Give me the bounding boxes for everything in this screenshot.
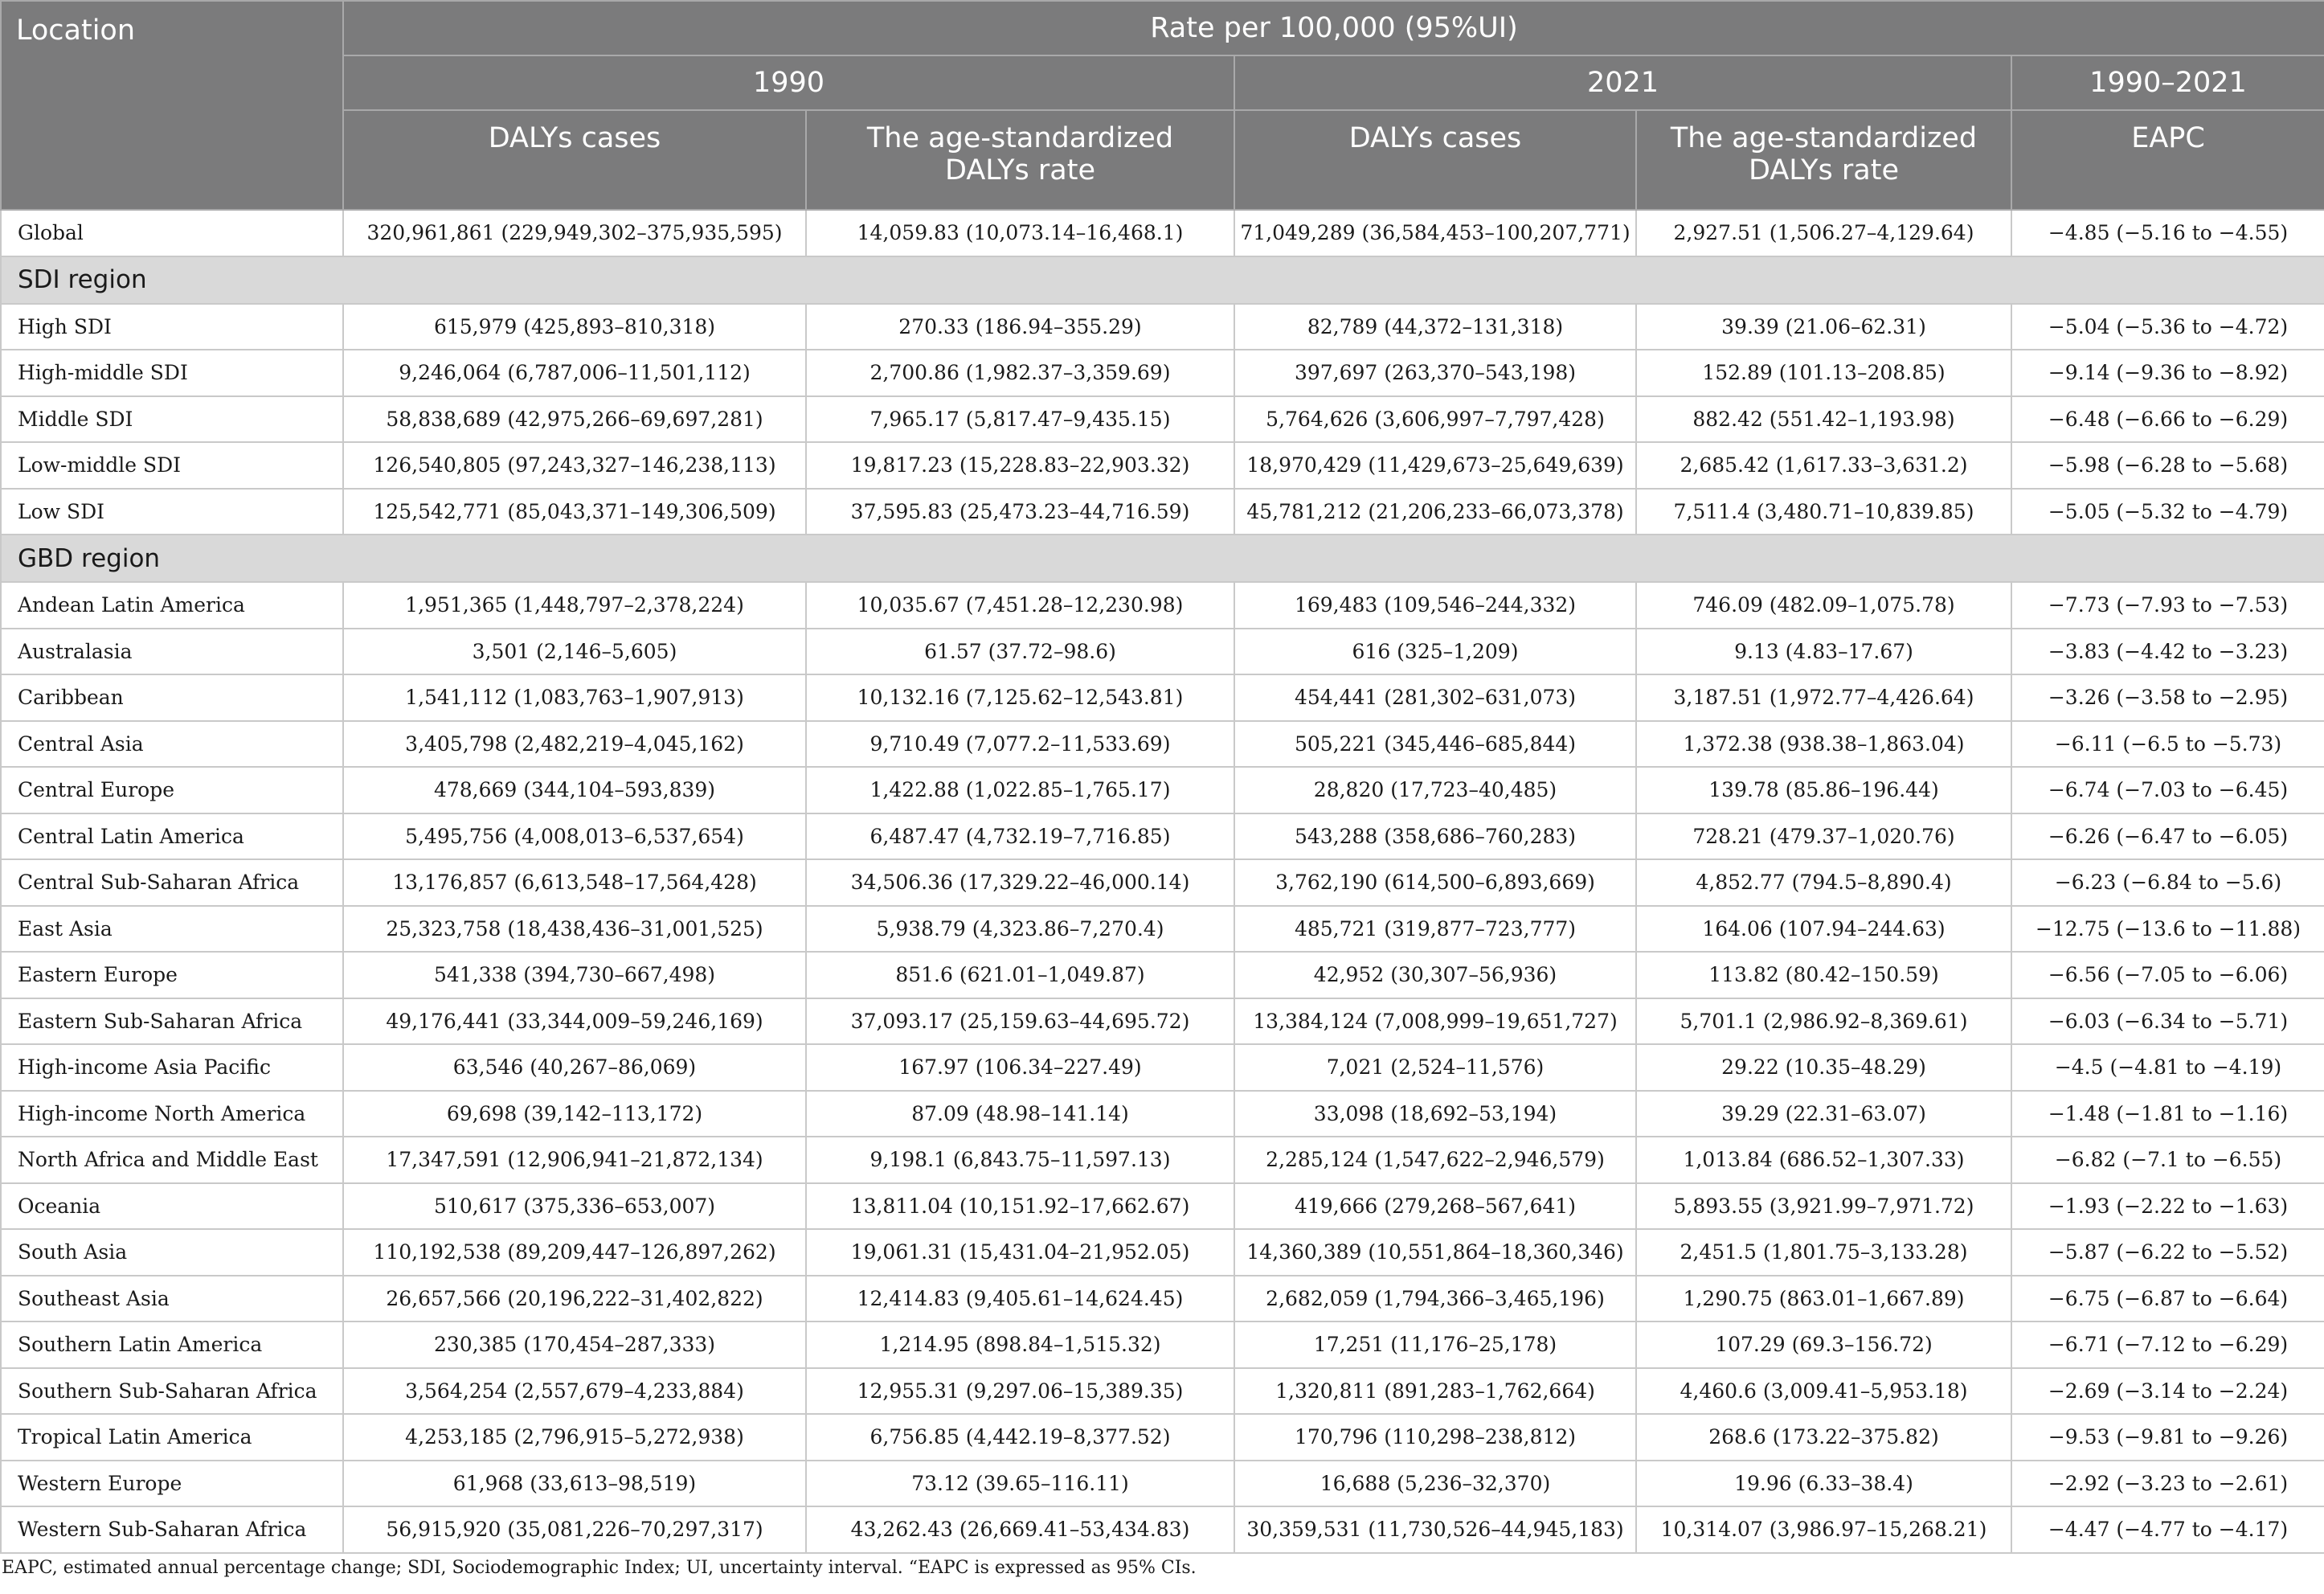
header-asr-2021 bbox=[1636, 110, 2011, 210]
cell-eapc: −1.93 (−2.22 to −1.63) bbox=[2011, 1183, 2324, 1230]
cell-eapc: −6.26 (−6.47 to −6.05) bbox=[2011, 813, 2324, 860]
cell-dalys-cases-1990: 61,968 (33,613–98,519) bbox=[343, 1461, 806, 1507]
table-header bbox=[1, 1, 2324, 210]
cell-eapc: −4.47 (−4.77 to −4.17) bbox=[2011, 1506, 2324, 1553]
cell-location: Middle SDI bbox=[1, 396, 343, 443]
header-asr-2021-line1: The age-standardized bbox=[1670, 122, 1978, 154]
cell-location: High SDI bbox=[1, 304, 343, 350]
cell-asr-2021: 164.06 (107.94–244.63) bbox=[1636, 906, 2011, 953]
cell-dalys-cases-2021: 1,320,811 (891,283–1,762,664) bbox=[1234, 1368, 1636, 1415]
header-dalys-cases-1990: DALYs cases bbox=[343, 110, 806, 210]
cell-dalys-cases-1990: 3,501 (2,146–5,605) bbox=[343, 629, 806, 675]
cell-dalys-cases-2021: 71,049,289 (36,584,453–100,207,771) bbox=[1234, 210, 1636, 256]
cell-dalys-cases-1990: 230,385 (170,454–287,333) bbox=[343, 1322, 806, 1368]
cell-location: High-income North America bbox=[1, 1091, 343, 1137]
cell-location: Southeast Asia bbox=[1, 1276, 343, 1322]
table-row bbox=[1, 859, 2324, 906]
cell-location: Andean Latin America bbox=[1, 582, 343, 629]
table-row bbox=[1, 489, 2324, 535]
cell-asr-2021: 107.29 (69.3–156.72) bbox=[1636, 1322, 2011, 1368]
cell-dalys-cases-1990: 615,979 (425,893–810,318) bbox=[343, 304, 806, 350]
cell-eapc: −6.82 (−7.1 to −6.55) bbox=[2011, 1137, 2324, 1183]
cell-dalys-cases-2021: 419,666 (279,268–567,641) bbox=[1234, 1183, 1636, 1230]
cell-dalys-cases-1990: 1,951,365 (1,448,797–2,378,224) bbox=[343, 582, 806, 629]
cell-dalys-cases-2021: 170,796 (110,298–238,812) bbox=[1234, 1414, 1636, 1461]
table-row bbox=[1, 1414, 2324, 1461]
table-body bbox=[1, 210, 2324, 1553]
header-asr-1990 bbox=[806, 110, 1234, 210]
cell-location: Central Europe bbox=[1, 767, 343, 813]
cell-eapc: −7.73 (−7.93 to −7.53) bbox=[2011, 582, 2324, 629]
cell-asr-2021: 4,460.6 (3,009.41–5,953.18) bbox=[1636, 1368, 2011, 1415]
cell-asr-2021: 10,314.07 (3,986.97–15,268.21) bbox=[1636, 1506, 2011, 1553]
cell-dalys-cases-1990: 9,246,064 (6,787,006–11,501,112) bbox=[343, 350, 806, 396]
cell-location: Southern Latin America bbox=[1, 1322, 343, 1368]
header-rate: Rate per 100,000 (95%UI) bbox=[343, 1, 2324, 55]
cell-dalys-cases-2021: 454,441 (281,302–631,073) bbox=[1234, 674, 1636, 721]
table-row bbox=[1, 1506, 2324, 1553]
cell-asr-2021: 5,893.55 (3,921.99–7,971.72) bbox=[1636, 1183, 2011, 1230]
cell-location: Low-middle SDI bbox=[1, 442, 343, 489]
header-asr-2021-line2: DALYs rate bbox=[1749, 154, 1899, 186]
cell-dalys-cases-2021: 2,285,124 (1,547,622–2,946,579) bbox=[1234, 1137, 1636, 1183]
cell-asr-2021: 7,511.4 (3,480.71–10,839.85) bbox=[1636, 489, 2011, 535]
cell-eapc: −6.23 (−6.84 to −5.6) bbox=[2011, 859, 2324, 906]
cell-asr-2021: 29.22 (10.35–48.29) bbox=[1636, 1044, 2011, 1091]
cell-dalys-cases-2021: 616 (325–1,209) bbox=[1234, 629, 1636, 675]
cell-asr-2021: 882.42 (551.42–1,193.98) bbox=[1636, 396, 2011, 443]
cell-dalys-cases-2021: 397,697 (263,370–543,198) bbox=[1234, 350, 1636, 396]
cell-asr-1990: 10,035.67 (7,451.28–12,230.98) bbox=[806, 582, 1234, 629]
cell-dalys-cases-2021: 28,820 (17,723–40,485) bbox=[1234, 767, 1636, 813]
cell-dalys-cases-1990: 49,176,441 (33,344,009–59,246,169) bbox=[343, 998, 806, 1045]
cell-dalys-cases-2021: 33,098 (18,692–53,194) bbox=[1234, 1091, 1636, 1137]
cell-asr-1990: 87.09 (48.98–141.14) bbox=[806, 1091, 1234, 1137]
cell-eapc: −9.53 (−9.81 to −9.26) bbox=[2011, 1414, 2324, 1461]
table-row bbox=[1, 767, 2324, 813]
cell-asr-1990: 6,756.85 (4,442.19–8,377.52) bbox=[806, 1414, 1234, 1461]
cell-dalys-cases-1990: 3,564,254 (2,557,679–4,233,884) bbox=[343, 1368, 806, 1415]
cell-dalys-cases-2021: 17,251 (11,176–25,178) bbox=[1234, 1322, 1636, 1368]
table-row bbox=[1, 350, 2324, 396]
cell-dalys-cases-2021: 30,359,531 (11,730,526–44,945,183) bbox=[1234, 1506, 1636, 1553]
cell-eapc: −5.05 (−5.32 to −4.79) bbox=[2011, 489, 2324, 535]
cell-location: South Asia bbox=[1, 1229, 343, 1276]
cell-dalys-cases-1990: 63,546 (40,267–86,069) bbox=[343, 1044, 806, 1091]
header-year-2021: 2021 bbox=[1234, 55, 2011, 110]
cell-dalys-cases-2021: 14,360,389 (10,551,864–18,360,346) bbox=[1234, 1229, 1636, 1276]
table-row bbox=[1, 396, 2324, 443]
cell-dalys-cases-1990: 26,657,566 (20,196,222–31,402,822) bbox=[343, 1276, 806, 1322]
cell-dalys-cases-2021: 42,952 (30,307–56,936) bbox=[1234, 952, 1636, 998]
cell-dalys-cases-2021: 16,688 (5,236–32,370) bbox=[1234, 1461, 1636, 1507]
cell-eapc: −6.71 (−7.12 to −6.29) bbox=[2011, 1322, 2324, 1368]
cell-dalys-cases-2021: 505,221 (345,446–685,844) bbox=[1234, 721, 1636, 768]
cell-eapc: −9.14 (−9.36 to −8.92) bbox=[2011, 350, 2324, 396]
cell-eapc: −4.5 (−4.81 to −4.19) bbox=[2011, 1044, 2324, 1091]
cell-asr-2021: 9.13 (4.83–17.67) bbox=[1636, 629, 2011, 675]
cell-dalys-cases-2021: 7,021 (2,524–11,576) bbox=[1234, 1044, 1636, 1091]
cell-asr-2021: 728.21 (479.37–1,020.76) bbox=[1636, 813, 2011, 860]
table-row bbox=[1, 1322, 2324, 1368]
header-eapc: EAPC bbox=[2011, 110, 2324, 210]
table-row bbox=[1, 1368, 2324, 1415]
cell-location: Central Asia bbox=[1, 721, 343, 768]
cell-location: Caribbean bbox=[1, 674, 343, 721]
section-row bbox=[1, 256, 2324, 304]
cell-asr-2021: 746.09 (482.09–1,075.78) bbox=[1636, 582, 2011, 629]
cell-location: Western Sub-Saharan Africa bbox=[1, 1506, 343, 1553]
cell-location: East Asia bbox=[1, 906, 343, 953]
cell-asr-2021: 3,187.51 (1,972.77–4,426.64) bbox=[1636, 674, 2011, 721]
cell-location: Southern Sub-Saharan Africa bbox=[1, 1368, 343, 1415]
cell-eapc: −6.03 (−6.34 to −5.71) bbox=[2011, 998, 2324, 1045]
cell-dalys-cases-1990: 13,176,857 (6,613,548–17,564,428) bbox=[343, 859, 806, 906]
cell-asr-2021: 39.29 (22.31–63.07) bbox=[1636, 1091, 2011, 1137]
cell-dalys-cases-2021: 169,483 (109,546–244,332) bbox=[1234, 582, 1636, 629]
cell-location: Western Europe bbox=[1, 1461, 343, 1507]
cell-asr-1990: 19,817.23 (15,228.83–22,903.32) bbox=[806, 442, 1234, 489]
cell-dalys-cases-2021: 5,764,626 (3,606,997–7,797,428) bbox=[1234, 396, 1636, 443]
cell-dalys-cases-1990: 510,617 (375,336–653,007) bbox=[343, 1183, 806, 1230]
cell-location: Low SDI bbox=[1, 489, 343, 535]
cell-asr-1990: 19,061.31 (15,431.04–21,952.05) bbox=[806, 1229, 1234, 1276]
cell-asr-1990: 9,710.49 (7,077.2–11,533.69) bbox=[806, 721, 1234, 768]
cell-eapc: −4.85 (−5.16 to −4.55) bbox=[2011, 210, 2324, 256]
cell-asr-1990: 37,595.83 (25,473.23–44,716.59) bbox=[806, 489, 1234, 535]
cell-asr-1990: 5,938.79 (4,323.86–7,270.4) bbox=[806, 906, 1234, 953]
table-row bbox=[1, 1461, 2324, 1507]
cell-eapc: −2.69 (−3.14 to −2.24) bbox=[2011, 1368, 2324, 1415]
table-row bbox=[1, 952, 2324, 998]
cell-location: Oceania bbox=[1, 1183, 343, 1230]
cell-asr-1990: 1,422.88 (1,022.85–1,765.17) bbox=[806, 767, 1234, 813]
cell-location: Global bbox=[1, 210, 343, 256]
cell-location: Central Latin America bbox=[1, 813, 343, 860]
table-row bbox=[1, 998, 2324, 1045]
cell-dalys-cases-1990: 17,347,591 (12,906,941–21,872,134) bbox=[343, 1137, 806, 1183]
cell-location: Eastern Sub-Saharan Africa bbox=[1, 998, 343, 1045]
cell-asr-1990: 34,506.36 (17,329.22–46,000.14) bbox=[806, 859, 1234, 906]
cell-asr-2021: 113.82 (80.42–150.59) bbox=[1636, 952, 2011, 998]
cell-dalys-cases-2021: 13,384,124 (7,008,999–19,651,727) bbox=[1234, 998, 1636, 1045]
cell-location: Tropical Latin America bbox=[1, 1414, 343, 1461]
table-row bbox=[1, 721, 2324, 768]
cell-location: Eastern Europe bbox=[1, 952, 343, 998]
cell-asr-1990: 43,262.43 (26,669.41–53,434.83) bbox=[806, 1506, 1234, 1553]
cell-asr-2021: 139.78 (85.86–196.44) bbox=[1636, 767, 2011, 813]
cell-asr-2021: 1,290.75 (863.01–1,667.89) bbox=[1636, 1276, 2011, 1322]
cell-location: High-income Asia Pacific bbox=[1, 1044, 343, 1091]
table-row bbox=[1, 304, 2324, 350]
cell-dalys-cases-1990: 126,540,805 (97,243,327–146,238,113) bbox=[343, 442, 806, 489]
cell-asr-2021: 268.6 (173.22–375.82) bbox=[1636, 1414, 2011, 1461]
table-row bbox=[1, 1229, 2324, 1276]
cell-dalys-cases-1990: 4,253,185 (2,796,915–5,272,938) bbox=[343, 1414, 806, 1461]
cell-asr-1990: 37,093.17 (25,159.63–44,695.72) bbox=[806, 998, 1234, 1045]
table-row bbox=[1, 1276, 2324, 1322]
cell-dalys-cases-2021: 18,970,429 (11,429,673–25,649,639) bbox=[1234, 442, 1636, 489]
cell-dalys-cases-2021: 3,762,190 (614,500–6,893,669) bbox=[1234, 859, 1636, 906]
table-row bbox=[1, 1091, 2324, 1137]
cell-eapc: −5.04 (−5.36 to −4.72) bbox=[2011, 304, 2324, 350]
header-year-1990: 1990 bbox=[343, 55, 1234, 110]
cell-eapc: −3.83 (−4.42 to −3.23) bbox=[2011, 629, 2324, 675]
cell-eapc: −6.75 (−6.87 to −6.64) bbox=[2011, 1276, 2324, 1322]
cell-eapc: −2.92 (−3.23 to −2.61) bbox=[2011, 1461, 2324, 1507]
header-location: Location bbox=[1, 1, 343, 210]
cell-dalys-cases-1990: 69,698 (39,142–113,172) bbox=[343, 1091, 806, 1137]
cell-asr-2021: 2,451.5 (1,801.75–3,133.28) bbox=[1636, 1229, 2011, 1276]
cell-asr-1990: 270.33 (186.94–355.29) bbox=[806, 304, 1234, 350]
table-row bbox=[1, 629, 2324, 675]
cell-asr-1990: 12,955.31 (9,297.06–15,389.35) bbox=[806, 1368, 1234, 1415]
cell-asr-2021: 2,685.42 (1,617.33–3,631.2) bbox=[1636, 442, 2011, 489]
section-label: GBD region bbox=[1, 535, 2324, 582]
cell-asr-2021: 4,852.77 (794.5–8,890.4) bbox=[1636, 859, 2011, 906]
cell-dalys-cases-1990: 25,323,758 (18,438,436–31,001,525) bbox=[343, 906, 806, 953]
cell-dalys-cases-1990: 1,541,112 (1,083,763–1,907,913) bbox=[343, 674, 806, 721]
cell-asr-1990: 2,700.86 (1,982.37–3,359.69) bbox=[806, 350, 1234, 396]
cell-dalys-cases-2021: 543,288 (358,686–760,283) bbox=[1234, 813, 1636, 860]
cell-asr-2021: 2,927.51 (1,506.27–4,129.64) bbox=[1636, 210, 2011, 256]
cell-dalys-cases-1990: 125,542,771 (85,043,371–149,306,509) bbox=[343, 489, 806, 535]
cell-asr-1990: 9,198.1 (6,843.75–11,597.13) bbox=[806, 1137, 1234, 1183]
cell-eapc: −1.48 (−1.81 to −1.16) bbox=[2011, 1091, 2324, 1137]
cell-asr-1990: 73.12 (39.65–116.11) bbox=[806, 1461, 1234, 1507]
cell-dalys-cases-1990: 541,338 (394,730–667,498) bbox=[343, 952, 806, 998]
cell-asr-1990: 13,811.04 (10,151.92–17,662.67) bbox=[806, 1183, 1234, 1230]
section-row bbox=[1, 535, 2324, 582]
cell-asr-1990: 1,214.95 (898.84–1,515.32) bbox=[806, 1322, 1234, 1368]
cell-dalys-cases-2021: 485,721 (319,877–723,777) bbox=[1234, 906, 1636, 953]
cell-eapc: −5.87 (−6.22 to −5.52) bbox=[2011, 1229, 2324, 1276]
table-row bbox=[1, 1044, 2324, 1091]
cell-location: Central Sub-Saharan Africa bbox=[1, 859, 343, 906]
cell-asr-1990: 61.57 (37.72–98.6) bbox=[806, 629, 1234, 675]
cell-asr-2021: 1,013.84 (686.52–1,307.33) bbox=[1636, 1137, 2011, 1183]
cell-dalys-cases-1990: 5,495,756 (4,008,013–6,537,654) bbox=[343, 813, 806, 860]
cell-location: High-middle SDI bbox=[1, 350, 343, 396]
cell-eapc: −5.98 (−6.28 to −5.68) bbox=[2011, 442, 2324, 489]
cell-location: North Africa and Middle East bbox=[1, 1137, 343, 1183]
section-label: SDI region bbox=[1, 256, 2324, 304]
cell-asr-1990: 167.97 (106.34–227.49) bbox=[806, 1044, 1234, 1091]
cell-dalys-cases-1990: 110,192,538 (89,209,447–126,897,262) bbox=[343, 1229, 806, 1276]
cell-eapc: −6.11 (−6.5 to −5.73) bbox=[2011, 721, 2324, 768]
cell-asr-1990: 7,965.17 (5,817.47–9,435.15) bbox=[806, 396, 1234, 443]
table-row bbox=[1, 813, 2324, 860]
cell-eapc: −6.74 (−7.03 to −6.45) bbox=[2011, 767, 2324, 813]
cell-asr-1990: 10,132.16 (7,125.62–12,543.81) bbox=[806, 674, 1234, 721]
cell-dalys-cases-2021: 2,682,059 (1,794,366–3,465,196) bbox=[1234, 1276, 1636, 1322]
table-row bbox=[1, 674, 2324, 721]
table-row bbox=[1, 442, 2324, 489]
cell-dalys-cases-2021: 45,781,212 (21,206,233–66,073,378) bbox=[1234, 489, 1636, 535]
table-row bbox=[1, 1183, 2324, 1230]
cell-dalys-cases-1990: 320,961,861 (229,949,302–375,935,595) bbox=[343, 210, 806, 256]
header-asr-1990-line1: The age-standardized bbox=[866, 122, 1174, 154]
cell-asr-2021: 5,701.1 (2,986.92–8,369.61) bbox=[1636, 998, 2011, 1045]
header-dalys-cases-2021: DALYs cases bbox=[1234, 110, 1636, 210]
table-row bbox=[1, 1137, 2324, 1183]
cell-asr-2021: 1,372.38 (938.38–1,863.04) bbox=[1636, 721, 2011, 768]
cell-asr-1990: 12,414.83 (9,405.61–14,624.45) bbox=[806, 1276, 1234, 1322]
cell-asr-1990: 6,487.47 (4,732.19–7,716.85) bbox=[806, 813, 1234, 860]
table-row bbox=[1, 210, 2324, 256]
cell-dalys-cases-1990: 58,838,689 (42,975,266–69,697,281) bbox=[343, 396, 806, 443]
cell-dalys-cases-1990: 478,669 (344,104–593,839) bbox=[343, 767, 806, 813]
header-asr-1990-line2: DALYs rate bbox=[945, 154, 1095, 186]
cell-location: Australasia bbox=[1, 629, 343, 675]
cell-dalys-cases-1990: 56,915,920 (35,081,226–70,297,317) bbox=[343, 1506, 806, 1553]
table-footnote: EAPC, estimated annual percentage change; SDI, Sociodemographic Index; UI, uncertainty interval. “EAPC is expressed as 95% CIs. bbox=[2, 1558, 1197, 1578]
cell-dalys-cases-1990: 3,405,798 (2,482,219–4,045,162) bbox=[343, 721, 806, 768]
cell-asr-2021: 39.39 (21.06–62.31) bbox=[1636, 304, 2011, 350]
cell-eapc: −12.75 (−13.6 to −11.88) bbox=[2011, 906, 2324, 953]
table-row bbox=[1, 582, 2324, 629]
cell-asr-1990: 14,059.83 (10,073.14–16,468.1) bbox=[806, 210, 1234, 256]
header-period: 1990–2021 bbox=[2011, 55, 2324, 110]
cell-dalys-cases-2021: 82,789 (44,372–131,318) bbox=[1234, 304, 1636, 350]
cell-asr-2021: 19.96 (6.33–38.4) bbox=[1636, 1461, 2011, 1507]
cell-eapc: −3.26 (−3.58 to −2.95) bbox=[2011, 674, 2324, 721]
table-row bbox=[1, 906, 2324, 953]
cell-asr-2021: 152.89 (101.13–208.85) bbox=[1636, 350, 2011, 396]
cell-eapc: −6.56 (−7.05 to −6.06) bbox=[2011, 952, 2324, 998]
cell-eapc: −6.48 (−6.66 to −6.29) bbox=[2011, 396, 2324, 443]
cell-asr-1990: 851.6 (621.01–1,049.87) bbox=[806, 952, 1234, 998]
